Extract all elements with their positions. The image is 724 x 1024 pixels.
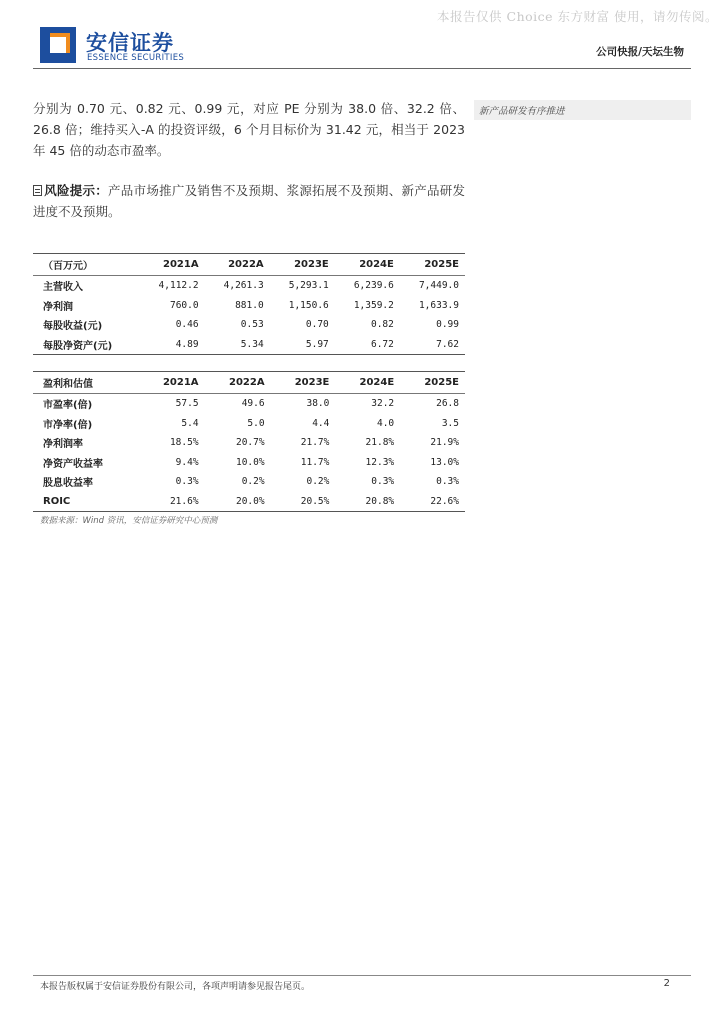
- table-cell: 0.46: [175, 319, 199, 331]
- data-source-note: 数据来源：Wind 资讯，安信证券研究中心预测: [40, 516, 218, 526]
- table-cell: 20.7%: [235, 437, 265, 449]
- row-label: 每股净资产(元): [33, 335, 139, 355]
- table-cell: 1,633.9: [418, 299, 459, 311]
- table-cell: 18.5%: [169, 437, 199, 449]
- table-cell: 57.5: [175, 398, 199, 410]
- table-cell: 6,239.6: [353, 280, 394, 292]
- table-cell: 13.0%: [430, 456, 459, 468]
- table-header-row: [33, 372, 465, 394]
- table-header-row: [33, 254, 465, 276]
- column-header: 2025E: [400, 372, 465, 394]
- row-label: 主营收入: [43, 282, 83, 294]
- table-cell: 32.2: [371, 398, 395, 410]
- column-header: 盈利和估值: [33, 372, 139, 394]
- risk-paragraph: [33, 180, 465, 222]
- sidebar-summary-title: 新产品研发有序推进: [479, 106, 565, 117]
- risk-label: 风险提示：: [44, 183, 109, 198]
- table-cell: 26.8: [436, 398, 459, 410]
- table-cell: 20.5%: [271, 492, 336, 512]
- company-logo: [40, 27, 190, 67]
- row-label: 净资产收益率: [43, 458, 103, 470]
- table-row: [33, 394, 465, 414]
- sidebar-summary-box: [474, 100, 691, 120]
- table-cell: 0.2%: [241, 476, 265, 488]
- table-cell: 881.0: [235, 299, 264, 311]
- row-label: 每股收益(元): [43, 321, 103, 333]
- table-row: [33, 472, 465, 492]
- row-label: 市盈率(倍): [43, 400, 93, 412]
- footer-disclaimer: 本报告版权属于安信证券股份有限公司，各项声明请参见报告尾页。: [40, 982, 311, 992]
- table-cell: 1,150.6: [288, 299, 329, 311]
- table-row: [33, 433, 465, 453]
- column-header: 2021A: [139, 372, 205, 394]
- table-cell: 4.4: [312, 417, 330, 429]
- table-row: [33, 276, 465, 296]
- table-cell: 760.0: [169, 299, 199, 311]
- table-row: [33, 492, 465, 512]
- table-cell: 5,293.1: [288, 280, 329, 292]
- table-cell: 38.0: [306, 398, 330, 410]
- table-cell: 0.82: [370, 319, 394, 331]
- table-row: [33, 453, 465, 473]
- table-cell: 4.0: [376, 417, 395, 429]
- risk-text: 产品市场推广及销售不及预期、浆源拓展不及预期、新产品研发进度不及预期。: [33, 183, 465, 219]
- page-number: 2: [663, 978, 670, 989]
- table-cell: 22.6%: [400, 492, 465, 512]
- table-cell: 5.4: [181, 417, 199, 429]
- column-header: 2023E: [271, 372, 336, 394]
- table-cell: 4.89: [139, 335, 204, 355]
- column-header: （百万元）: [33, 254, 139, 276]
- report-category-tag: 公司快报/天坛生物: [596, 46, 684, 58]
- table-cell: 0.3%: [436, 476, 459, 488]
- column-header: 2023E: [270, 254, 335, 276]
- table-cell: 0.3%: [175, 476, 199, 488]
- financials-table: [33, 253, 465, 355]
- table-cell: 9.4%: [175, 456, 199, 468]
- row-label: 净利润率: [43, 439, 83, 451]
- forecast-paragraph: 分别为 0.70 元、0.82 元、0.99 元，对应 PE 分别为 38.0 倍、32.2 倍、26.8 倍；维持买入-A 的投资评级，6 个月目标价为 31.42 元，相当于 2023 年 45 倍的动态市盈率。: [33, 101, 465, 158]
- row-label: 市净率(倍): [43, 419, 93, 431]
- table-cell: 21.8%: [365, 437, 395, 449]
- table-cell: 1,359.2: [353, 299, 394, 311]
- table-cell: 10.0%: [235, 456, 265, 468]
- table-cell: 4,112.2: [158, 280, 199, 292]
- table-row: [33, 315, 465, 335]
- table-cell: 3.5: [441, 417, 459, 429]
- row-label: ROIC: [33, 492, 139, 512]
- column-header: 2025E: [400, 254, 465, 276]
- table-cell: 49.6: [241, 398, 265, 410]
- footer-divider: [33, 975, 691, 976]
- table-cell: 21.7%: [300, 437, 330, 449]
- table-row: [33, 296, 465, 316]
- table-cell: 6.72: [335, 335, 400, 355]
- table-row: [33, 414, 465, 434]
- table-row: [33, 335, 465, 355]
- row-label: 股息收益率: [43, 478, 93, 490]
- logo-mark-icon: [40, 27, 76, 63]
- table-cell: 20.0%: [205, 492, 271, 512]
- watermark-text: 本报告仅供 Choice 东方财富 使用，请勿传阅。: [437, 9, 718, 24]
- table-cell: 11.7%: [300, 456, 330, 468]
- table-cell: 7.62: [400, 335, 465, 355]
- column-header: 2022A: [205, 372, 271, 394]
- logo-name-en: ESSENCE SECURITIES: [87, 53, 185, 63]
- valuation-table: [33, 371, 465, 512]
- document-icon: [33, 185, 42, 196]
- column-header: 2022A: [205, 254, 270, 276]
- row-label: 净利润: [43, 301, 73, 313]
- column-header: 2024E: [335, 372, 400, 394]
- table-cell: 5.97: [270, 335, 335, 355]
- table-cell: 20.8%: [335, 492, 400, 512]
- column-header: 2024E: [335, 254, 400, 276]
- table-cell: 5.34: [205, 335, 270, 355]
- table-cell: 0.99: [436, 319, 459, 331]
- table-cell: 12.3%: [365, 456, 395, 468]
- table-cell: 0.2%: [306, 476, 330, 488]
- table-cell: 5.0: [247, 417, 265, 429]
- table-cell: 21.9%: [430, 437, 459, 449]
- table-cell: 0.3%: [371, 476, 395, 488]
- table-cell: 4,261.3: [223, 280, 264, 292]
- table-cell: 0.53: [240, 319, 264, 331]
- column-header: 2021A: [139, 254, 204, 276]
- logo-name-cn: 安信证券: [86, 31, 174, 55]
- table-cell: 7,449.0: [418, 280, 459, 292]
- table-cell: 0.70: [305, 319, 329, 331]
- table-cell: 21.6%: [139, 492, 205, 512]
- header-divider: [33, 68, 691, 69]
